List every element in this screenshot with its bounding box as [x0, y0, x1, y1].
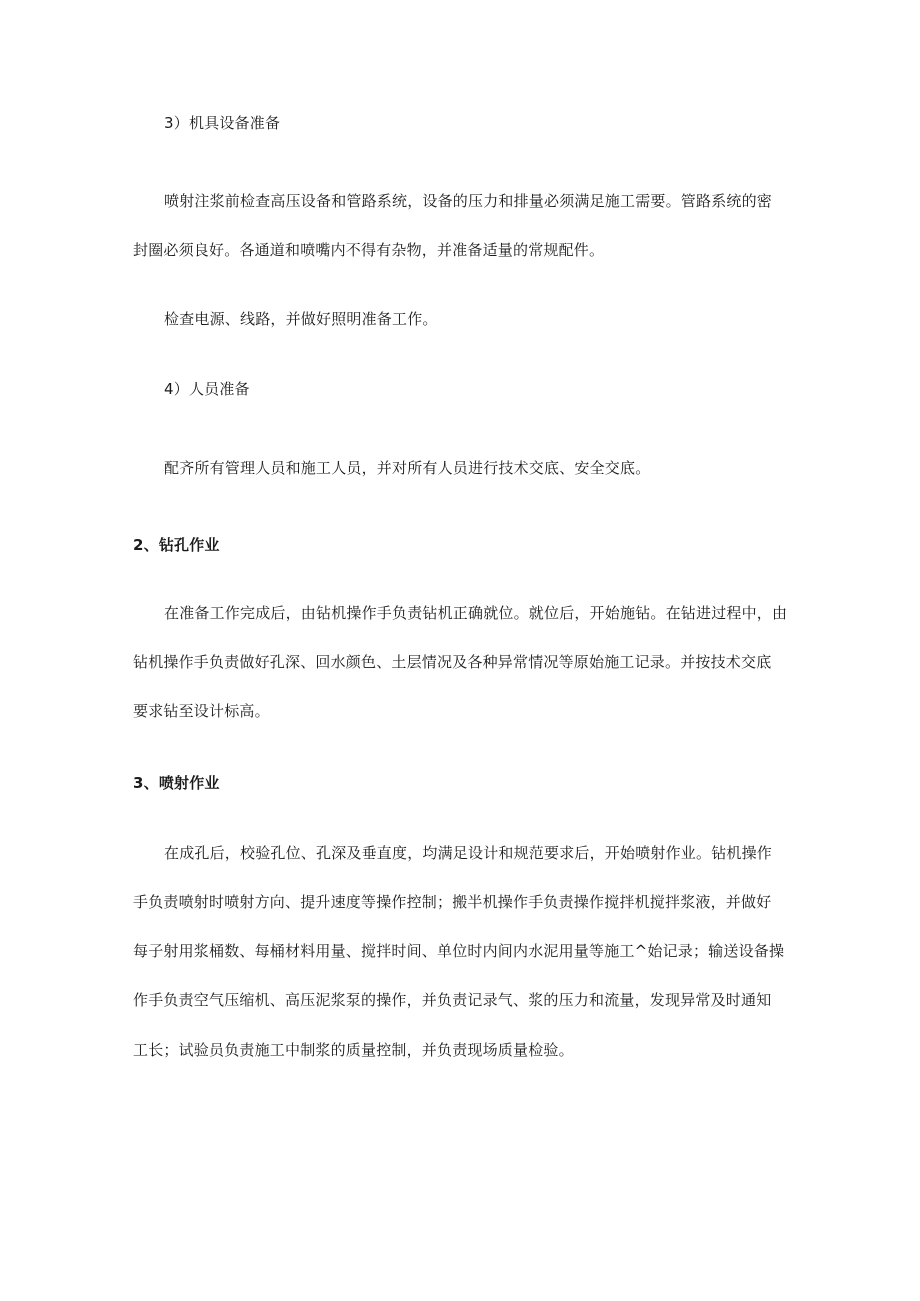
- paragraph-line: 配齐所有管理人员和施工人员，并对所有人员进行技术交底、安全交底。: [164, 459, 651, 477]
- section-heading-jetting: 3、喷射作业: [133, 774, 220, 792]
- paragraph-line: 钻机操作手负责做好孔深、回水颜色、土层情况及各种异常情况等原始施工记录。并按技术交底: [133, 653, 772, 671]
- paragraph-line: 工长；试验员负责施工中制浆的质量控制，并负责现场质量检验。: [133, 1041, 574, 1059]
- paragraph-line: 检查电源、线路，并做好照明准备工作。: [164, 310, 438, 328]
- paragraph-line: 在准备工作完成后，由钻机操作手负责钻机正确就位。就位后，开始施钻。在钻进过程中，由: [164, 604, 788, 622]
- paragraph-line: 每子射用浆桶数、每桶材料用量、搅拌时间、单位时内间内水泥用量等施工^始记录；输送设备操: [133, 942, 785, 960]
- paragraph-line: 作手负责空气压缩机、高压泥浆泵的操作，并负责记录气、浆的压力和流量，发现异常及时通知: [133, 991, 772, 1009]
- section-heading-drilling: 2、钻孔作业: [133, 536, 220, 554]
- paragraph-line: 在成孔后，校验孔位、孔深及垂直度，均满足设计和规范要求后，开始喷射作业。钻机操作: [164, 844, 773, 862]
- paragraph-line: 要求钻至设计标高。: [133, 702, 270, 720]
- subsection-heading-personnel: 4）人员准备: [164, 380, 250, 398]
- subsection-heading-equipment: 3）机具设备准备: [164, 114, 281, 132]
- paragraph-line: 封圈必须良好。各通道和喷嘴内不得有杂物，并准备适量的常规配件。: [133, 241, 605, 259]
- paragraph-line: 喷射注浆前检查高压设备和管路系统，设备的压力和排量必须满足施工需要。管路系统的密: [164, 192, 773, 210]
- paragraph-line: 手负责喷射时喷射方向、提升速度等操作控制；搬半机操作手负责操作搅拌机搅拌浆液，并做好: [133, 893, 772, 911]
